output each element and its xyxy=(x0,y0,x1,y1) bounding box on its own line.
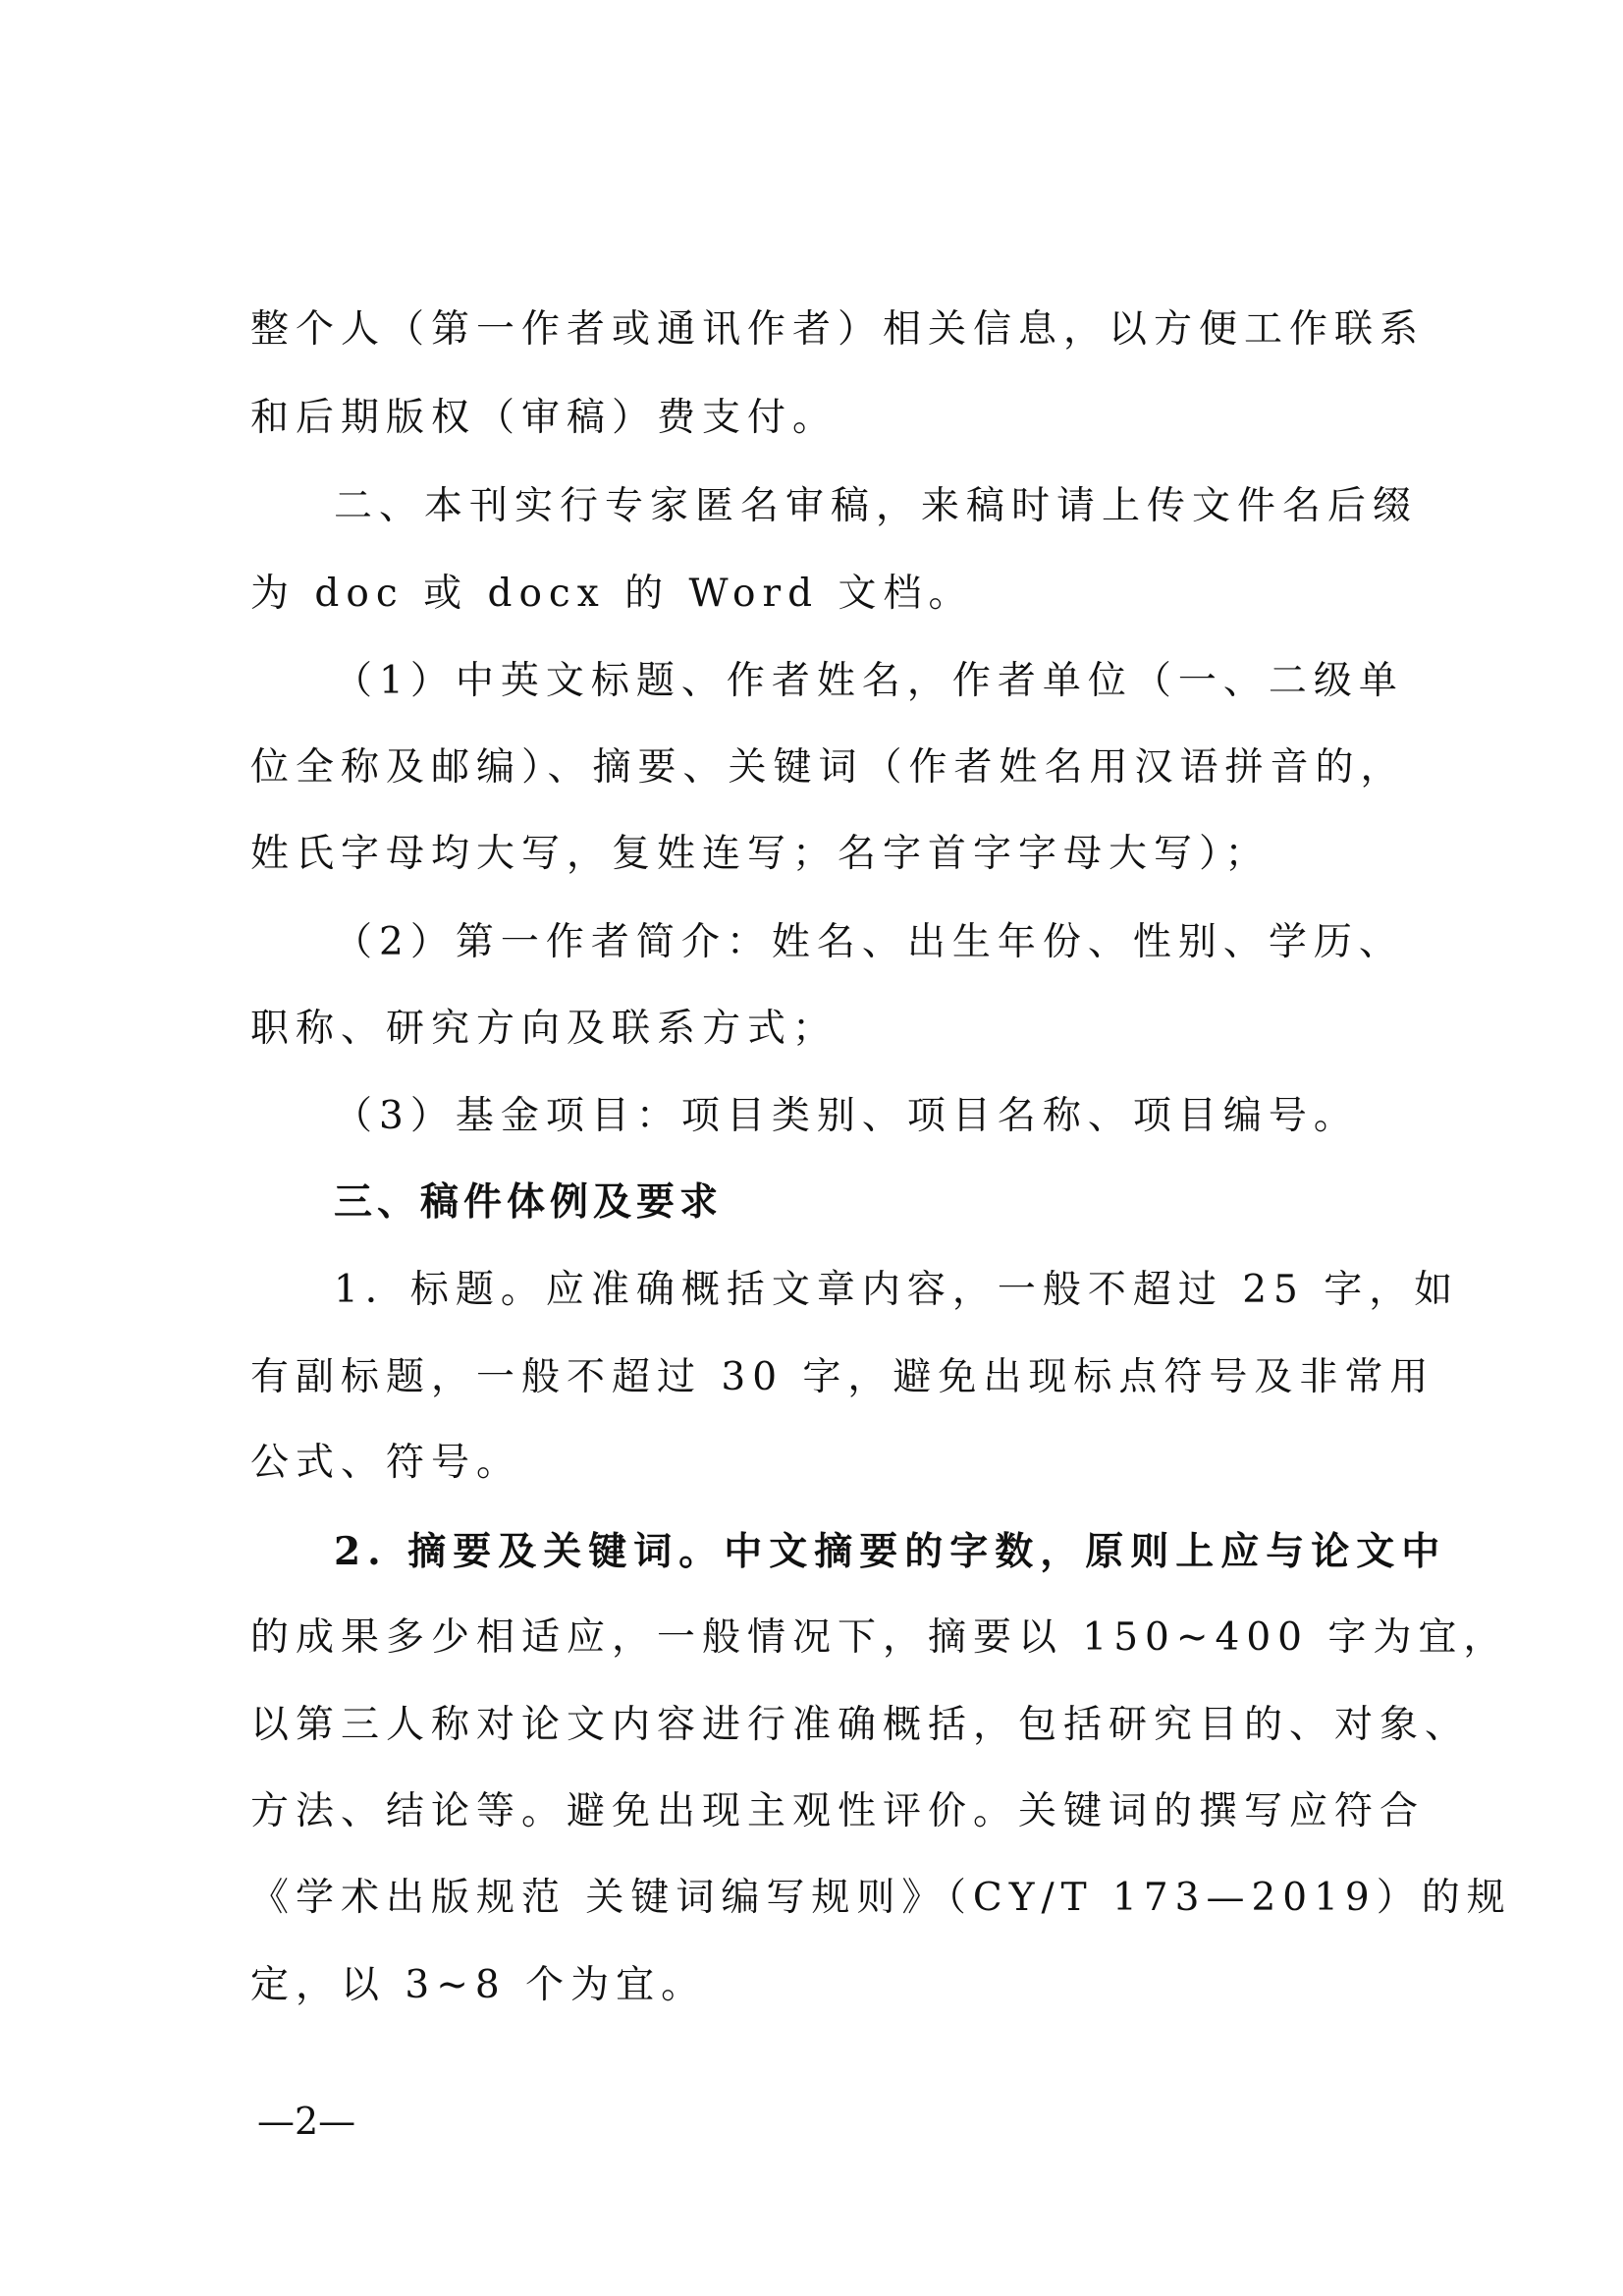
body-line-5: （1）中英文标题、作者姓名，作者单位（一、二级单 xyxy=(334,659,1404,703)
body-line-16: 的成果多少相适应，一般情况下，摘要以 150~400 字为宜， xyxy=(250,1615,1509,1660)
body-line-18: 方法、结论等。避免出现主观性评价。关键词的撰写应符合 xyxy=(250,1789,1426,1833)
body-line-1: 整个人（第一作者或通讯作者）相关信息，以方便工作联系 xyxy=(250,307,1426,352)
body-line-14: 公式、符号。 xyxy=(250,1441,522,1485)
body-line-3: 二、本刊实行专家匿名审稿，来稿时请上传文件名后缀 xyxy=(334,484,1419,528)
body-line-15: 2. 摘要及关键词。中文摘要的字数，原则上应与论文中 xyxy=(334,1529,1447,1574)
body-line-19: 《学术出版规范 关键词编写规则》（CY/T 173—2019）的规 xyxy=(250,1876,1512,1920)
body-line-7: 姓氏字母均大写，复姓连写；名字首字字母大写）； xyxy=(250,832,1271,876)
body-line-4: 为 doc 或 docx 的 Word 文档。 xyxy=(250,572,974,616)
body-line-12: 1．标题。应准确概括文章内容，一般不超过 25 字，如 xyxy=(334,1268,1460,1312)
body-line-8: （2）第一作者简介：姓名、出生年份、性别、学历、 xyxy=(334,920,1404,964)
body-line-10: （3）基金项目：项目类别、项目名称、项目编号。 xyxy=(334,1094,1359,1138)
body-line-17: 以第三人称对论文内容进行准确概括，包括研究目的、对象、 xyxy=(250,1703,1471,1747)
page-number: —2— xyxy=(257,2100,356,2143)
section-heading-3: 三、稿件体例及要求 xyxy=(334,1180,724,1225)
body-line-9: 职称、研究方向及联系方式； xyxy=(250,1007,839,1051)
body-line-2: 和后期版权（审稿）费支付。 xyxy=(250,396,839,440)
body-line-6: 位全称及邮编）、摘要、关键词（作者姓名用汉语拼音的， xyxy=(250,745,1406,790)
body-line-13: 有副标题，一般不超过 30 字，避免出现标点符号及非常用 xyxy=(250,1355,1435,1399)
body-line-20: 定，以 3~8 个为宜。 xyxy=(250,1963,707,2007)
